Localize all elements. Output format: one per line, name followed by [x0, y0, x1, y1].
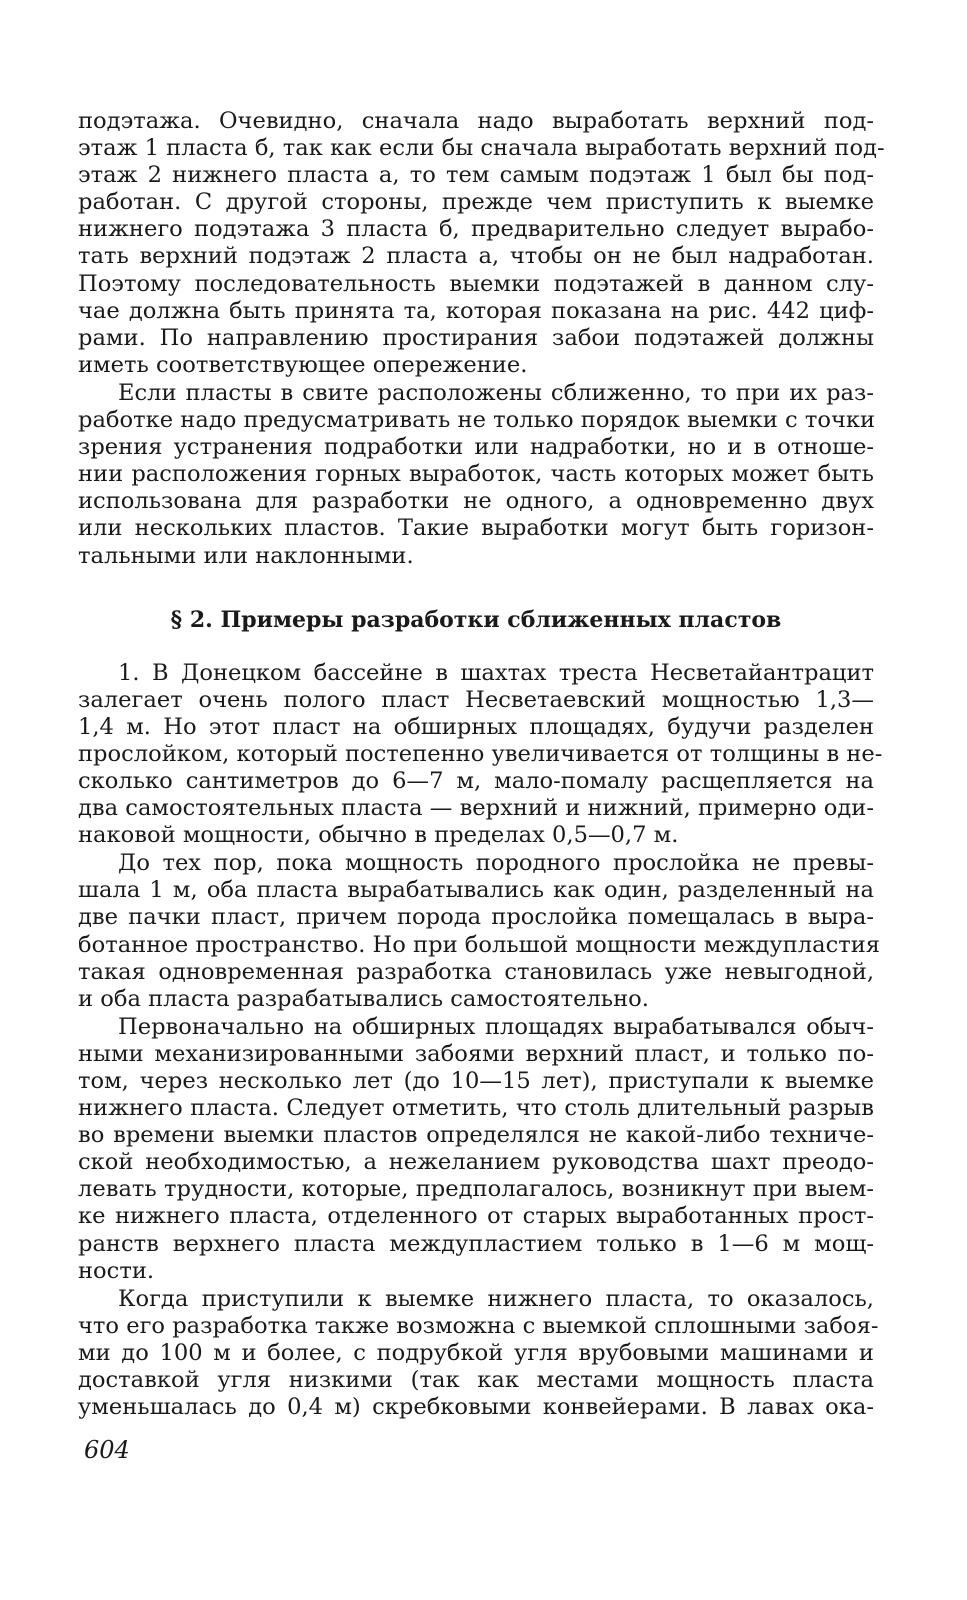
text-line: во времени выемки пластов определялся не какой-либо техниче- — [78, 1122, 874, 1149]
text-line: нижнего пласта. Следует отметить, что столь длительный разрыв — [78, 1095, 874, 1122]
text-line: сколько сантиметров до 6—7 м, мало-помалу расщепляется на — [78, 767, 874, 794]
text-line: доставкой угля низкими (так как местами мощность пласта — [78, 1367, 874, 1394]
text-line: нижнего подэтажа 3 пласта б, предварительно следует вырабо- — [78, 216, 874, 243]
text-block-after-heading — [78, 659, 883, 1422]
text-line: чае должна быть принята та, которая показана на рис. 442 циф- — [78, 297, 874, 324]
text-line: две пачки пласт, причем порода прослойка помещалась в выра- — [78, 904, 874, 931]
paragraph — [78, 850, 881, 1013]
text-line: работке надо предусматривать не только порядок выемки с точки — [78, 407, 876, 434]
text-line: Когда приступили к выемке нижнего пласта, то оказалось, — [118, 1285, 874, 1312]
paragraph — [78, 108, 885, 379]
text-line: зрения устранения подработки или надработки, но и в отноше- — [78, 434, 874, 461]
text-line: такая одновременная разработка становилась уже невыгодной, — [78, 958, 874, 985]
text-line: нии расположения горных выработок, часть которых может быть — [78, 461, 874, 488]
page-number: 604 — [84, 1436, 130, 1464]
text-line: ской необходимостью, а нежеланием руководства шахт преодо- — [78, 1149, 874, 1176]
text-line: Если пласты в свите расположены сближенно, то при их раз- — [118, 379, 874, 406]
text-line: 1. В Донецком бассейне в шахтах треста Несветайантрацит — [118, 659, 874, 686]
text-block-before-heading — [78, 108, 885, 570]
text-line: этаж 1 пласта б, так как если бы сначала выработать верхний под- — [78, 135, 885, 162]
paragraph — [78, 659, 883, 850]
text-line: Первоначально на обширных площадях вырабатывался обыч- — [118, 1013, 874, 1040]
text-line: подэтажа. Очевидно, сначала надо выработать верхний под- — [78, 108, 874, 134]
text-line: ности. — [78, 1257, 155, 1284]
text-line: ми до 100 м и более, с подрубкой угля врубовыми машинами и — [78, 1339, 874, 1366]
text-line: тальными или наклонными. — [78, 542, 414, 569]
text-line: два самостоятельных пласта — верхний и нижний, примерно оди- — [78, 795, 874, 822]
paragraph — [78, 380, 874, 570]
text-line: левать трудности, которые, предполагалось, возникнут при выем- — [78, 1176, 874, 1203]
section-heading: § 2. Примеры разработки сближенных пластов — [170, 606, 782, 633]
text-line: и оба пласта разрабатывались самостоятельно. — [78, 985, 649, 1012]
text-line: ранств верхнего пласта междупластием только в 1—6 м мощ- — [78, 1230, 874, 1257]
text-line: уменьшалась до 0,4 м) скребковыми конвейерами. В лавах ока- — [78, 1394, 874, 1421]
text-line: ке нижнего пласта, отделенного от старых выработанных прост- — [78, 1203, 874, 1230]
text-line: этаж 2 нижнего пласта а, то тем самым подэтаж 1 был бы под- — [78, 162, 874, 189]
text-line: шала 1 м, оба пласта вырабатывались как один, разделенный на — [78, 877, 874, 904]
text-line: ботанное пространство. Но при большой мощности междупластия — [78, 931, 881, 958]
text-line: До тех пор, пока мощность породного прослойка не превы- — [118, 850, 874, 877]
paragraph — [78, 1285, 879, 1421]
text-line: Поэтому последовательность выемки подэтажей в данном слу- — [78, 270, 874, 297]
paragraph — [78, 1014, 874, 1285]
page-body — [78, 108, 885, 1421]
text-line: прослойком, который постепенно увеличивается от толщины в не- — [78, 740, 883, 767]
text-line: том, через несколько лет (до 10—15 лет), приступали к выемке — [78, 1068, 874, 1094]
text-line: или нескольких пластов. Такие выработки могут быть горизон- — [78, 515, 874, 542]
text-line: тать верхний подэтаж 2 пласта а, чтобы он не был надработан. — [78, 243, 874, 270]
text-line: рами. По направлению простирания забои подэтажей должны — [78, 324, 874, 351]
text-line: 1,4 м. Но этот пласт на обширных площадях, будучи разделен — [78, 713, 874, 740]
text-line: работан. С другой стороны, прежде чем приступить к выемке — [78, 189, 874, 216]
text-line: ными механизированными забоями верхний пласт, и только по- — [78, 1040, 874, 1067]
text-line: залегает очень полого пласт Несветаевский мощностью 1,3— — [78, 686, 874, 713]
text-line: наковой мощности, обычно в пределах 0,5—0,7 м. — [78, 822, 679, 849]
text-line: иметь соответствующее опережение. — [78, 351, 528, 378]
text-line: что его разработка также возможна с выемкой сплошными забоя- — [78, 1312, 879, 1339]
text-line: использована для разработки не одного, а одновременно двух — [78, 488, 874, 515]
